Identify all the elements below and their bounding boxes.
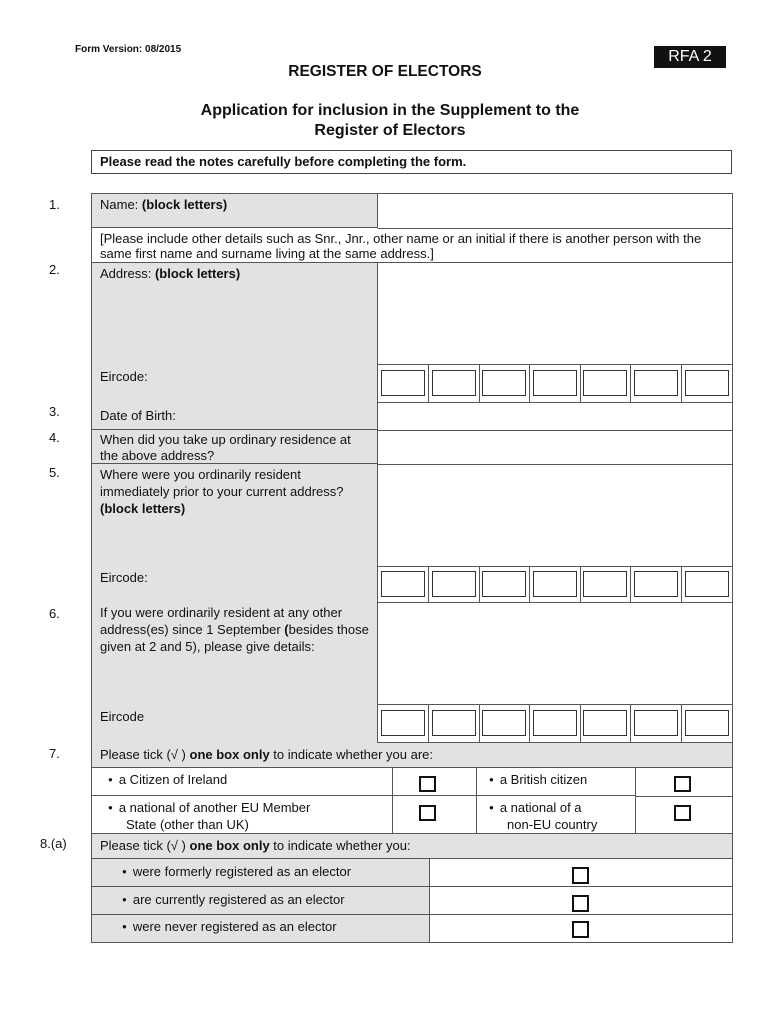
q2-eircode-char-4[interactable]: [533, 370, 577, 396]
q8a-option-never-label: ● were never registered as an elector: [122, 919, 337, 934]
q5-eircode-char-3[interactable]: [482, 571, 526, 597]
q7-option-non-eu-label-1: ● a national of a: [489, 800, 627, 817]
divider: [428, 705, 429, 743]
q7-instruction: Please tick (√ ) one box only to indicate whether you are:: [92, 743, 732, 768]
q5-eircode-label: Eircode:: [92, 566, 378, 603]
q5-eircode-char-5[interactable]: [583, 571, 627, 597]
divider: [479, 365, 480, 403]
divider: [681, 365, 682, 403]
q1-label: Name: (block letters): [92, 194, 378, 228]
q6-eircode-label: Eircode: [92, 704, 378, 743]
q2-eircode-char-6[interactable]: [634, 370, 678, 396]
q7-option-eu-label-1: ● a national of another EU Member: [108, 800, 384, 817]
q7-cell-eu: [393, 796, 477, 833]
q3-number: 3.: [49, 404, 60, 419]
q5-number: 5.: [49, 465, 60, 480]
q7-option-non-eu: [477, 796, 636, 833]
q6-eircode-char-7[interactable]: [685, 710, 729, 736]
q2-eircode-char-3[interactable]: [482, 370, 526, 396]
divider: [630, 567, 631, 603]
q5-eircode-row: [378, 566, 732, 603]
q7-option-british-label: ● a British citizen: [489, 772, 587, 787]
q2-label: Address: (block letters): [92, 262, 378, 364]
q7-number: 7.: [49, 746, 60, 761]
q5-address-field[interactable]: [378, 464, 732, 566]
subtitle-line-1: Application for inclusion in the Supplement to the: [200, 102, 580, 119]
q2-eircode-row: [378, 364, 732, 403]
q5-eircode-char-6[interactable]: [634, 571, 678, 597]
q2-eircode-char-1[interactable]: [381, 370, 425, 396]
q7-option-british: [477, 768, 636, 796]
form-version: Form Version: 08/2015: [75, 44, 182, 55]
divider: [630, 705, 631, 743]
subtitle-line-2: Register of Electors: [314, 122, 466, 139]
q2-eircode-char-7[interactable]: [685, 370, 729, 396]
q6-label: If you were ordinarily resident at any other address(es) since 1 September (besides those given at 2 and 5), please give details:: [92, 603, 378, 704]
q6-eircode-char-1[interactable]: [381, 710, 425, 736]
page-subtitle: [0, 101, 770, 141]
q6-number: 6.: [49, 606, 60, 621]
divider: [479, 567, 480, 603]
divider: [580, 705, 581, 743]
q5-eircode-char-4[interactable]: [533, 571, 577, 597]
q1-note: [Please include other details such as Snr., Jnr., other name or an initial if there is another person with the same first name and surname living at the same address.]: [100, 231, 702, 261]
q7-cell-non-eu: [636, 796, 732, 833]
divider: [580, 567, 581, 603]
q2-eircode-char-2[interactable]: [432, 370, 476, 396]
q6-eircode-char-5[interactable]: [583, 710, 627, 736]
q8a-checkbox-never[interactable]: [572, 921, 589, 938]
q8a-checkbox-formerly[interactable]: [572, 867, 589, 884]
q8a-option-currently-label: ● are currently registered as an elector: [122, 892, 345, 907]
divider: [630, 365, 631, 403]
q8a-option-formerly: [92, 858, 430, 886]
q7-checkbox-british[interactable]: [674, 776, 691, 792]
notice-box: Please read the notes carefully before completing the form.: [91, 150, 732, 174]
divider: [529, 705, 530, 743]
q2-number: 2.: [49, 262, 60, 277]
q6-eircode-char-2[interactable]: [432, 710, 476, 736]
divider: [529, 567, 530, 603]
q8a-cell-formerly: [430, 858, 732, 887]
q6-eircode-char-4[interactable]: [533, 710, 577, 736]
form-code-badge: RFA 2: [654, 46, 726, 68]
divider: [681, 705, 682, 743]
q7-option-ireland-label: ● a Citizen of Ireland: [108, 772, 227, 787]
q6-eircode-char-6[interactable]: [634, 710, 678, 736]
q4-label: When did you take up ordinary residence at the above address?: [92, 430, 378, 464]
q1-number: 1.: [49, 197, 60, 212]
q4-number: 4.: [49, 430, 60, 445]
q2-eircode-label: Eircode:: [92, 364, 378, 403]
q1-name-field[interactable]: [378, 194, 732, 229]
q8a-number: 8.(a): [40, 836, 67, 851]
page-title: REGISTER OF ELECTORS: [288, 63, 482, 80]
divider: [479, 705, 480, 743]
q6-details-field[interactable]: [378, 603, 732, 704]
divider: [428, 365, 429, 403]
q8a-checkbox-currently[interactable]: [572, 895, 589, 912]
q5-eircode-char-2[interactable]: [432, 571, 476, 597]
q8a-cell-never: [430, 914, 732, 943]
divider: [681, 567, 682, 603]
q5-label: Where were you ordinarily resident immediately prior to your current address? (block letters): [92, 464, 378, 566]
q3-dob-field[interactable]: [378, 403, 732, 431]
q2-eircode-char-5[interactable]: [583, 370, 627, 396]
q8a-instruction: Please tick (√ ) one box only to indicate whether you:: [92, 833, 732, 858]
q7-checkbox-eu[interactable]: [419, 805, 436, 821]
q7-checkbox-ireland[interactable]: [419, 776, 436, 792]
q7-option-non-eu-label-2: non-EU country: [507, 817, 598, 832]
q7-option-eu: [92, 796, 393, 833]
q7-cell-british: [636, 768, 732, 797]
q8a-option-never: [92, 914, 430, 942]
q5-eircode-char-7[interactable]: [685, 571, 729, 597]
q7-cell-ireland: [393, 768, 477, 796]
divider: [580, 365, 581, 403]
q7-option-eu-label-2: State (other than UK): [126, 817, 249, 832]
q3-label: Date of Birth:: [92, 403, 378, 430]
q5-eircode-char-1[interactable]: [381, 571, 425, 597]
q2-address-field[interactable]: [378, 262, 732, 365]
q8a-option-formerly-label: ● were formerly registered as an elector: [122, 864, 351, 879]
q7-option-ireland: [92, 768, 393, 796]
q6-eircode-char-3[interactable]: [482, 710, 526, 736]
q7-checkbox-non-eu[interactable]: [674, 805, 691, 821]
q4-date-field[interactable]: [378, 430, 732, 465]
divider: [428, 567, 429, 603]
q8a-option-currently: [92, 886, 430, 914]
q8a-cell-currently: [430, 886, 732, 915]
q6-eircode-row: [378, 704, 732, 743]
divider: [529, 365, 530, 403]
